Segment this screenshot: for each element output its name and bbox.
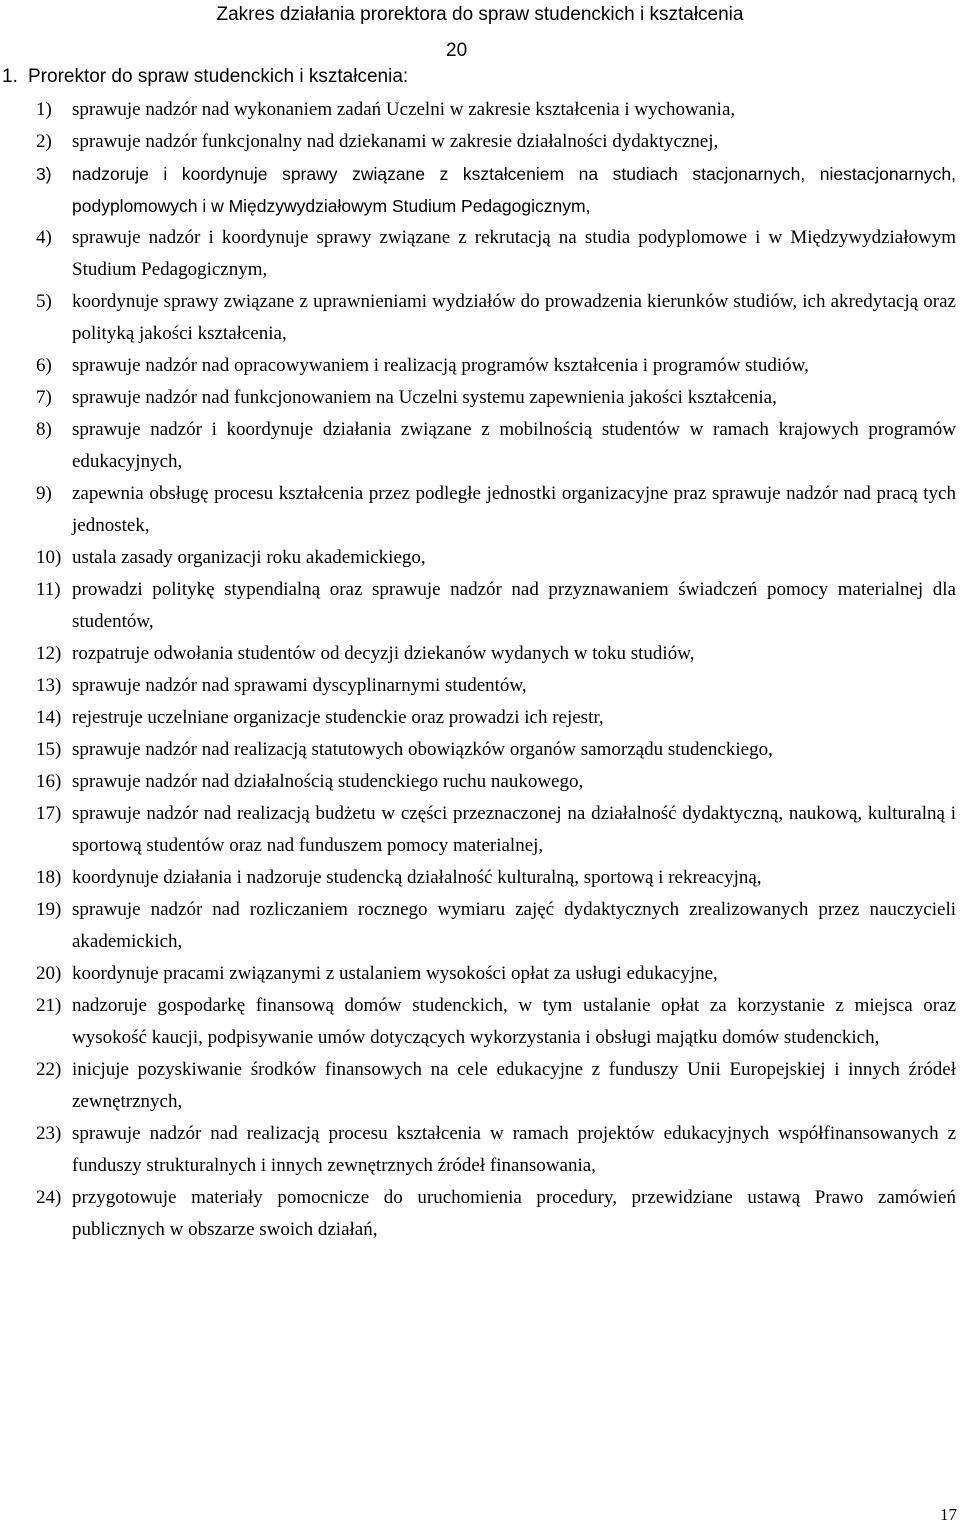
item-text: sprawuje nadzór i koordynuje działania związane z mobilnością studentów w ramach krajowych programów edukacyjnych, [72, 419, 956, 472]
list-item [36, 1054, 956, 1118]
item-number: 6) [36, 355, 52, 376]
item-text: przygotowuje materiały pomocnicze do uruchomienia procedury, przewidziane ustawą Prawo zamówień publicznych w obszarze swoich działań, [72, 1187, 956, 1240]
item-number: 4) [36, 227, 52, 248]
item-number: 12) [36, 643, 62, 664]
list-item [36, 702, 956, 734]
item-number: 5) [36, 291, 52, 312]
item-text: koordynuje pracami związanymi z ustalaniem wysokości opłat za usługi edukacyjne, [72, 963, 718, 984]
item-text: sprawuje nadzór nad działalnością studenckiego ruchu naukowego, [72, 771, 584, 792]
list-item [36, 158, 956, 222]
section-number: 1. [2, 66, 18, 87]
item-number: 23) [36, 1123, 62, 1144]
item-text: sprawuje nadzór nad sprawami dyscyplinarnymi studentów, [72, 675, 527, 696]
list-item [36, 766, 956, 798]
list-item [36, 894, 956, 958]
item-text: sprawuje nadzór nad opracowywaniem i realizacją programów kształcenia i programów studiów, [72, 355, 809, 376]
list-item [36, 574, 956, 638]
item-number: 10) [36, 547, 62, 568]
item-text: zapewnia obsługę procesu kształcenia przez podległe jednostki organizacyjne praz sprawuje nadzór nad pracą tych jednostek, [72, 483, 956, 536]
item-number: 7) [36, 387, 52, 408]
page-number: 17 [940, 1505, 957, 1524]
list-item [36, 990, 956, 1054]
item-text: sprawuje nadzór nad realizacją budżetu w części przeznaczonej na działalność dydaktyczną, naukową, kulturalną i sportową studentów oraz nad funduszem pomocy materialnej, [72, 803, 956, 856]
list-item [36, 414, 956, 478]
list-item [36, 1118, 956, 1182]
item-number: 15) [36, 739, 62, 760]
item-number: 13) [36, 675, 62, 696]
item-text: prowadzi politykę stypendialną oraz sprawuje nadzór nad przyznawaniem świadczeń pomocy materialnej dla studentów, [72, 579, 956, 632]
item-number: 9) [36, 483, 52, 504]
item-number: 3) [36, 164, 52, 184]
list-item [36, 1182, 956, 1246]
item-text: sprawuje nadzór nad rozliczaniem rocznego wymiaru zajęć dydaktycznych zrealizowanych przez nauczycieli akademickich, [72, 899, 956, 952]
list-item [36, 126, 956, 158]
document-title: Zakres działania prorektora do spraw studenckich i kształcenia [216, 4, 744, 25]
item-text: sprawuje nadzór nad funkcjonowaniem na Uczelni systemu zapewnienia jakości kształcenia, [72, 387, 777, 408]
section-title: Prorektor do spraw studenckich i kształcenia: [28, 66, 409, 87]
item-text: ustala zasady organizacji roku akademickiego, [72, 547, 426, 568]
item-text: rozpatruje odwołania studentów od decyzji dziekanów wydanych w toku studiów, [72, 643, 695, 664]
item-text: nadzoruje i koordynuje sprawy związane z kształceniem na studiach stacjonarnych, niestacjonarnych, podyplomowych i w Międzywydziałowym Studium Pedagogicznym, [72, 164, 956, 216]
list-item [36, 958, 956, 990]
item-text: sprawuje nadzór funkcjonalny nad dziekanami w zakresie działalności dydaktycznej, [72, 131, 719, 152]
list-item [36, 670, 956, 702]
item-text: inicjuje pozyskiwanie środków finansowych na cele edukacyjne z funduszy Unii Europejskiej i innych źródeł zewnętrznych, [72, 1059, 956, 1112]
item-number: 8) [36, 419, 52, 440]
item-number: 22) [36, 1059, 62, 1080]
list-item [36, 798, 956, 862]
list-item [36, 382, 956, 414]
duties-list [36, 94, 956, 1246]
item-number: 16) [36, 771, 62, 792]
item-text: sprawuje nadzór i koordynuje sprawy związane z rekrutacją na studia podyplomowe i w Międzywydziałowym Studium Pedagogicznym, [72, 227, 956, 280]
list-item [36, 350, 956, 382]
item-number: 14) [36, 707, 62, 728]
list-item [36, 222, 956, 286]
item-number: 11) [36, 579, 61, 600]
item-number: 18) [36, 867, 62, 888]
item-text: sprawuje nadzór nad wykonaniem zadań Uczelni w zakresie kształcenia i wychowania, [72, 99, 736, 120]
list-item [36, 286, 956, 350]
item-number: 1) [36, 99, 52, 120]
list-item [36, 478, 956, 542]
item-text: rejestruje uczelniane organizacje studenckie oraz prowadzi ich rejestr, [72, 707, 604, 728]
item-text: koordynuje działania i nadzoruje studencką działalność kulturalną, sportową i rekreacyjną, [72, 867, 762, 888]
list-item [36, 734, 956, 766]
item-number: 2) [36, 131, 52, 152]
item-text: nadzoruje gospodarkę finansową domów studenckich, w tym ustalanie opłat za korzystanie z miejsca oraz wysokość kaucji, podpisywanie umów dotyczących wykorzystania i obsługi majątku domów studenckich, [72, 995, 956, 1048]
list-item [36, 542, 956, 574]
item-text: sprawuje nadzór nad realizacją statutowych obowiązków organów samorządu studenckiego, [72, 739, 773, 760]
item-number: 24) [36, 1187, 62, 1208]
list-item [36, 862, 956, 894]
section-heading [2, 63, 408, 91]
list-item [36, 94, 956, 126]
item-number: 21) [36, 995, 62, 1016]
document-number: 20 [446, 40, 468, 61]
item-text: koordynuje sprawy związane z uprawnieniami wydziałów do prowadzenia kierunków studiów, ich akredytacją oraz polityką jakości kształcenia, [72, 291, 956, 344]
item-number: 20) [36, 963, 62, 984]
item-number: 19) [36, 899, 62, 920]
item-text: sprawuje nadzór nad realizacją procesu kształcenia w ramach projektów edukacyjnych współfinansowanych z funduszy strukturalnych i innych zewnętrznych źródeł finansowania, [72, 1123, 956, 1176]
list-item [36, 638, 956, 670]
item-number: 17) [36, 803, 62, 824]
